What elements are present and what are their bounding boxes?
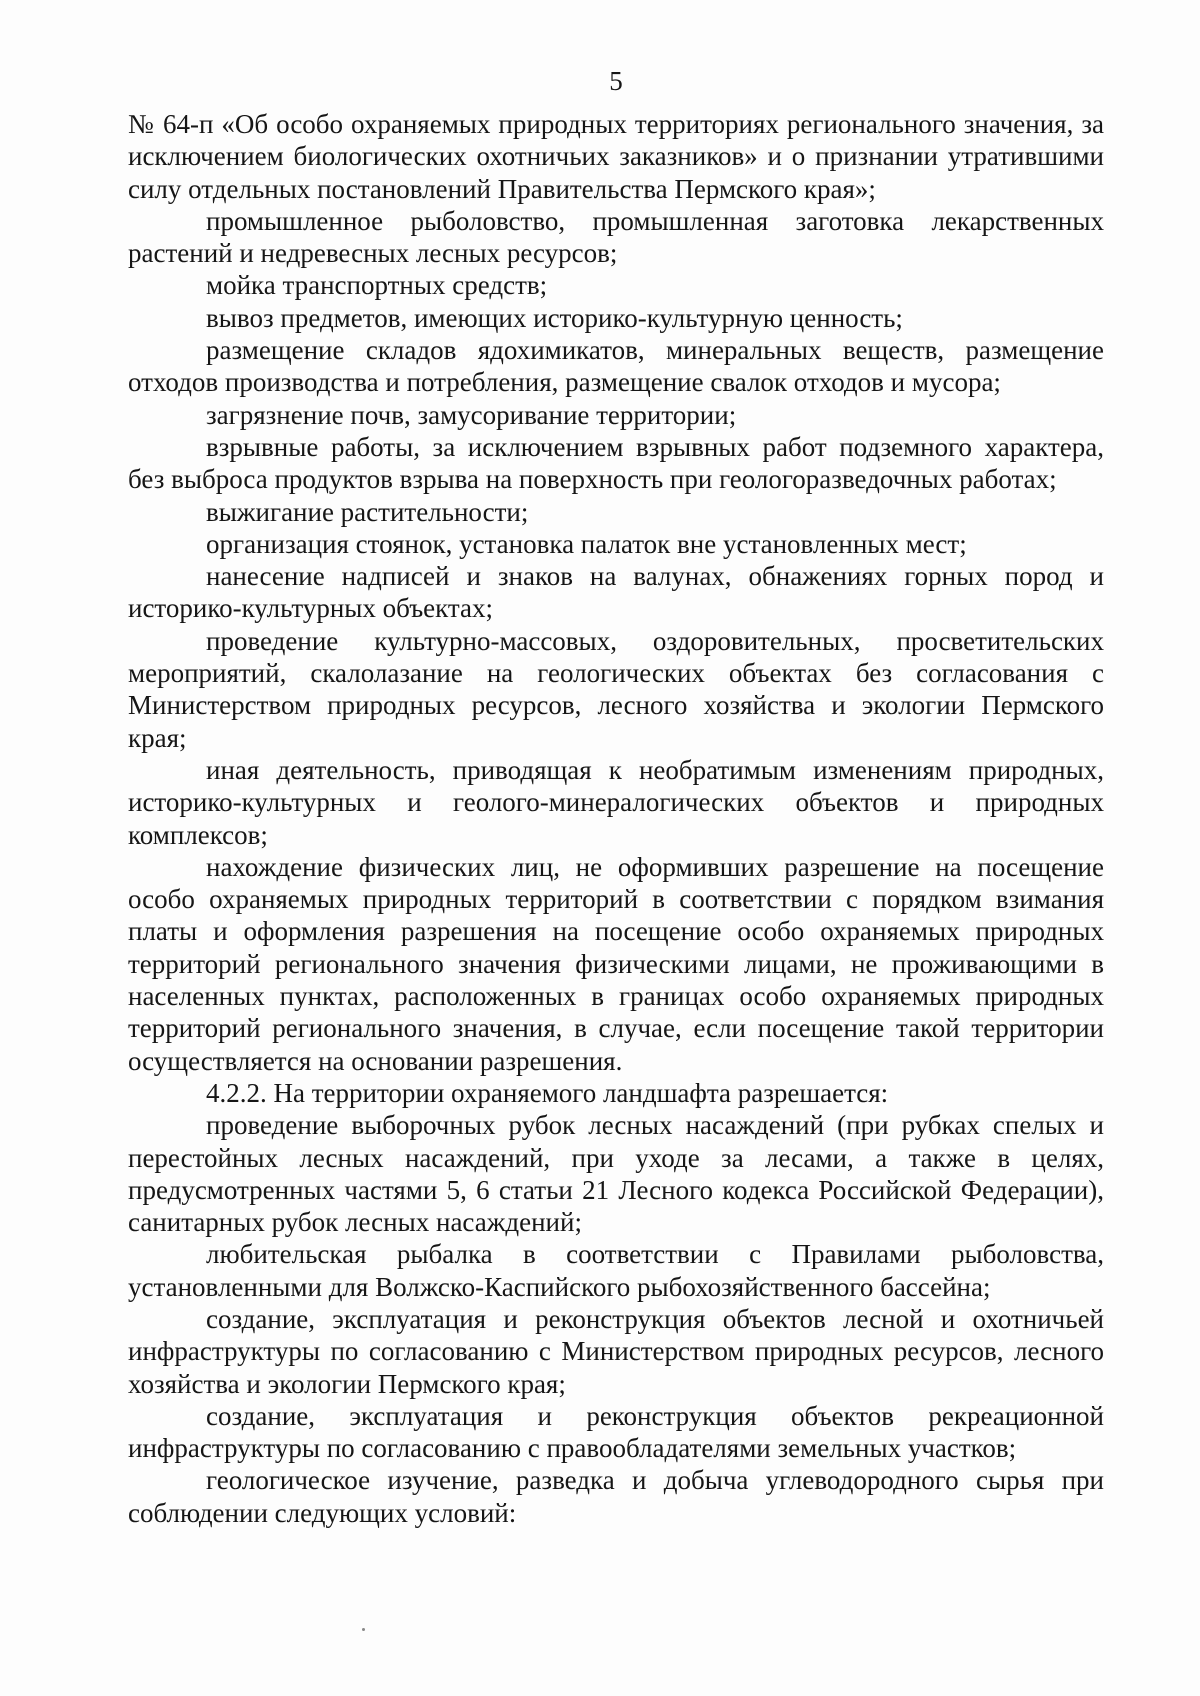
paragraph-7: взрывные работы, за исключением взрывных работ подземного характера, без выброса продуктов взрыва на поверхность при геологоразведочных работах;: [128, 431, 1104, 495]
paragraph-10: нанесение надписей и знаков на валунах, обнажениях горных пород и историко-культурных объектах;: [128, 561, 1104, 624]
paragraph-3: мойка транспортных средств;: [206, 270, 548, 301]
paragraph-2: промышленное рыболовство, промышленная заготовка лекарственных растений и недревесных лесных ресурсов;: [128, 205, 1104, 269]
paragraph-5: размещение складов ядохимикатов, минеральных веществ, размещение отходов производства и потребления, размещение свалок отходов и мусора;: [128, 335, 1104, 398]
paragraph-15: проведение выборочных рубок лесных насаждений (при рубках спелых и перестойных лесных насаждений, при уходе за лесами, а также в целях, предусмотренных частями 5, 6 статьи 21 Лесного кодекса Российской Федерации), санитарных рубок лесных насаждений;: [128, 1110, 1104, 1238]
paragraph-19: геологическое изучение, разведка и добыча углеводородного сырья при соблюдении следующих условий:: [128, 1465, 1104, 1528]
paragraph-6: загрязнение почв, замусоривание территории;: [206, 399, 737, 430]
paragraph-1: № 64-п «Об особо охраняемых природных территориях регионального значения, за исключением биологических охотничьих заказников» и о признании утратившими силу отдельных постановлений Правительства Пермского края»;: [128, 109, 1104, 204]
paragraph-17: создание, эксплуатация и реконструкция объектов лесной и охотничьей инфраструктуры по согласованию с Министерством природных ресурсов, лесного хозяйства и экологии Пермского края;: [128, 1303, 1104, 1399]
paragraph-8: выжигание растительности;: [206, 496, 529, 527]
paragraph-4: вывоз предметов, имеющих историко-культурную ценность;: [206, 302, 903, 333]
paragraph-14: 4.2.2. На территории охраняемого ландшафта разрешается:: [206, 1077, 889, 1108]
paragraph-18: создание, эксплуатация и реконструкция объектов рекреационной инфраструктуры по согласованию с правообладателями земельных участков;: [128, 1400, 1104, 1464]
paragraph-12: иная деятельность, приводящая к необратимым изменениям природных, историко-культурных и геолого-минералогических объектов и природных комплексов;: [128, 754, 1104, 850]
paragraph-9: организация стоянок, установка палаток вне установленных мест;: [206, 528, 967, 559]
scan-speck: [362, 1628, 365, 1631]
page-number: 5: [609, 66, 623, 96]
paragraph-16: любительская рыбалка в соответствии с Правилами рыболовства, установленными для Волжско-Каспийского рыбохозяйственного бассейна;: [128, 1239, 1104, 1302]
body-text: [128, 108, 1104, 1529]
paragraph-11: проведение культурно-массовых, оздоровительных, просветительских мероприятий, скалолазание на геологических объектах без согласования с Министерством природных ресурсов, лесного хозяйства и экологии Пермского края;: [128, 625, 1104, 753]
paragraph-13: нахождение физических лиц, не оформивших разрешение на посещение особо охраняемых природных территорий в соответствии с порядком взимания платы и оформления разрешения на посещение особо охраняемых природных территорий регионального значения физическими лицами, не проживающими в населенных пунктах, расположенных в границах особо охраняемых природных территорий регионального значения, в случае, если посещение такой территории осуществляется на основании разрешения.: [128, 851, 1104, 1076]
